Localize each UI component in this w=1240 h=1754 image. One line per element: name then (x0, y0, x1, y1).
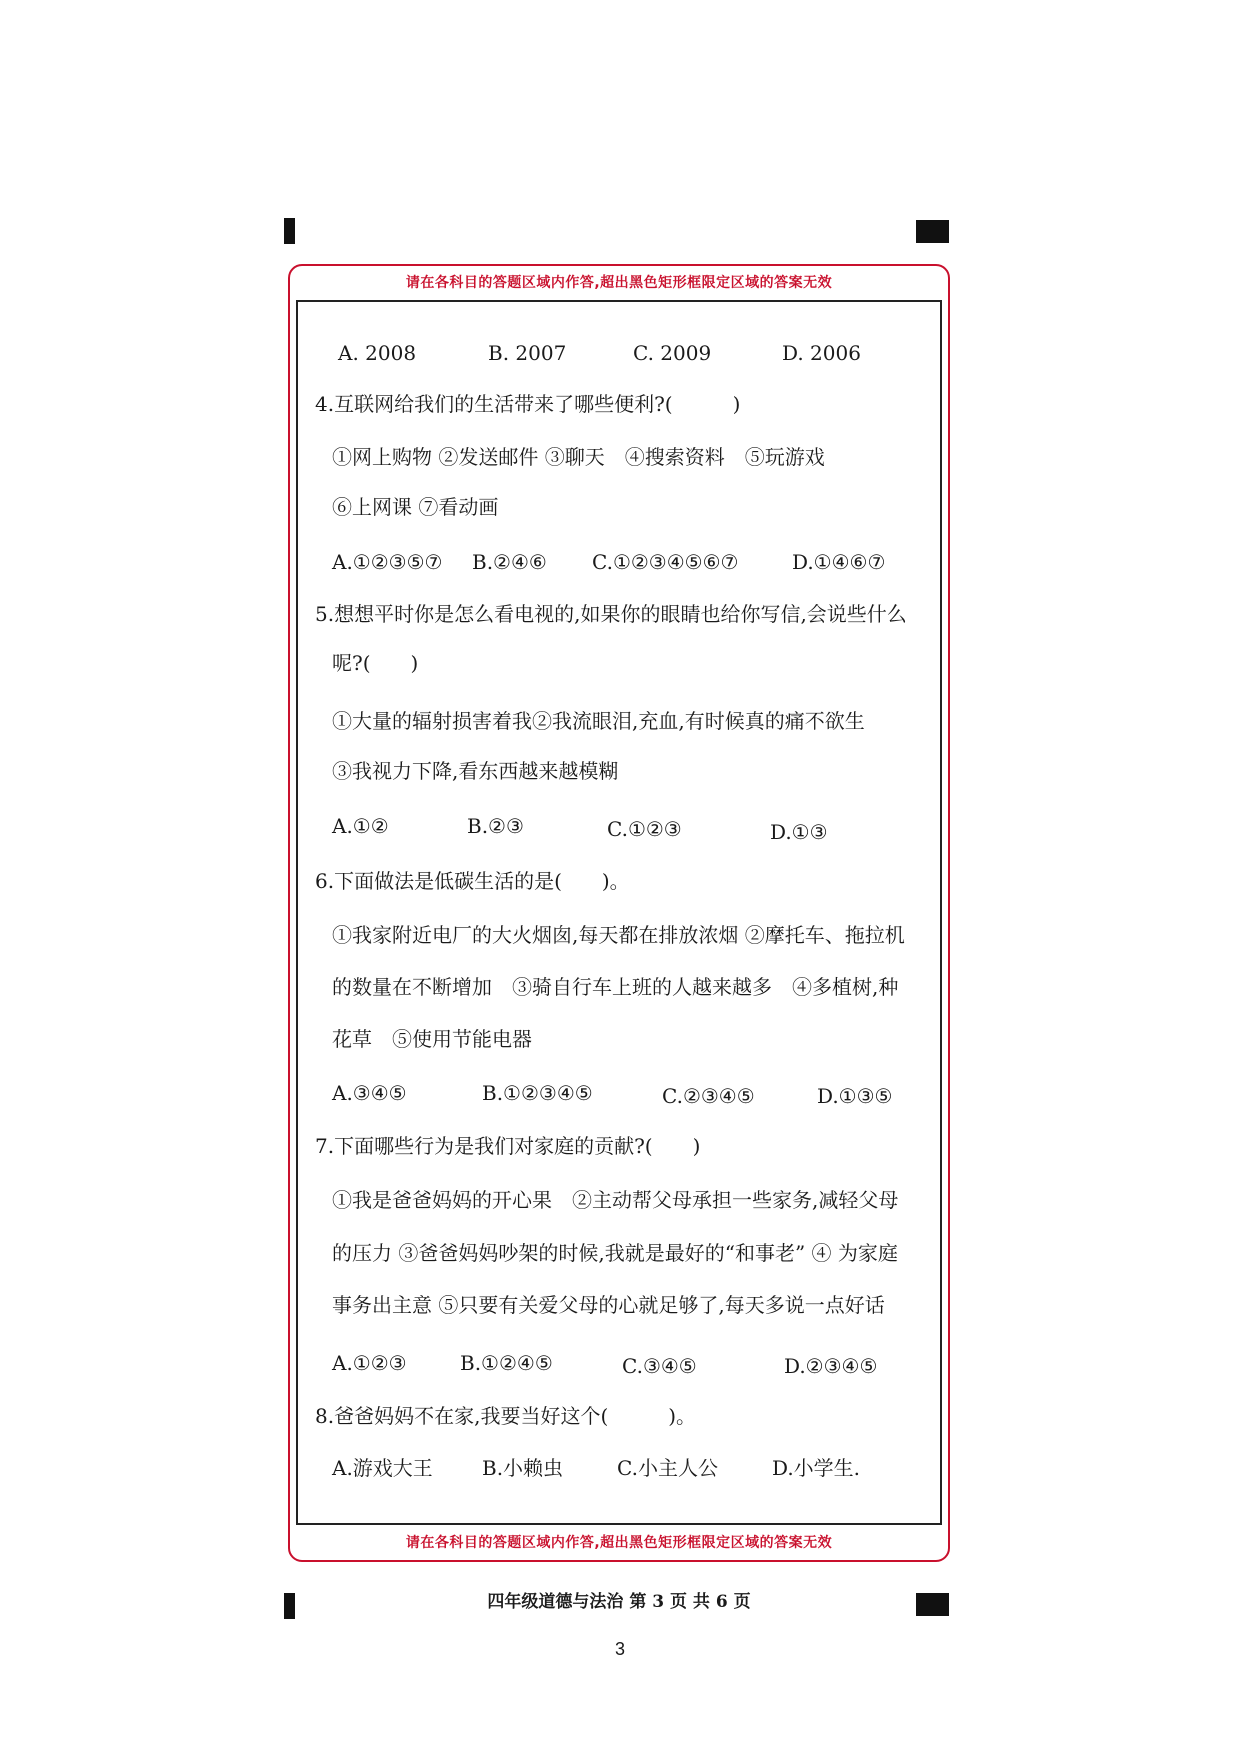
q6-option-d: D.①③⑤ (817, 1084, 893, 1108)
answer-area-inner-border (296, 300, 942, 1525)
registration-mark-top-right (916, 220, 949, 243)
q3-option-b: B. 2007 (488, 341, 567, 365)
q4-option-d: D.①④⑥⑦ (792, 550, 886, 574)
q6-option-a: A.③④⑤ (332, 1081, 407, 1105)
q6-items-line-2: 的数量在不断增加 ③骑自行车上班的人越来越多 ④多植树,种 (332, 975, 899, 999)
q7-items-line-3: 事务出主意 ⑤只要有关爱父母的心就足够了,每天多说一点好话 (332, 1293, 885, 1317)
q3-option-d: D. 2006 (782, 341, 861, 365)
page-number: 3 (614, 1639, 625, 1659)
q4-option-c: C.①②③④⑤⑥⑦ (592, 550, 739, 574)
q4-items-line-2: ⑥上网课 ⑦看动画 (332, 495, 499, 519)
q7-option-a: A.①②③ (332, 1351, 407, 1375)
q8-option-a: A.游戏大王 (332, 1456, 433, 1480)
q7-items-line-1: ①我是爸爸妈妈的开心果 ②主动帮父母承担一些家务,减轻父母 (332, 1188, 899, 1212)
q4-items-line-1: ①网上购物 ②发送邮件 ③聊天 ④搜索资料 ⑤玩游戏 (332, 445, 825, 469)
q6-option-b: B.①②③④⑤ (482, 1081, 593, 1105)
q8-stem: 8.爸爸妈妈不在家,我要当好这个( )。 (315, 1404, 697, 1428)
q5-option-c: C.①②③ (607, 817, 682, 841)
q6-items-line-3: 花草 ⑤使用节能电器 (332, 1027, 532, 1051)
registration-mark-top-left (284, 218, 295, 244)
q3-option-a: A. 2008 (338, 341, 417, 365)
q6-option-c: C.②③④⑤ (662, 1084, 755, 1108)
q8-option-d: D.小学生. (772, 1456, 861, 1480)
q5-stem-line-2: 呢?( ) (332, 651, 419, 675)
warning-top: 请在各科目的答题区域内作答,超出黑色矩形框限定区域的答案无效 (405, 275, 833, 291)
q7-items-line-2: 的压力 ③爸爸妈妈吵架的时候,我就是最好的“和事老” ④ 为家庭 (332, 1241, 898, 1265)
page-footer: 四年级道德与法治 第 3 页 共 6 页 (487, 1592, 751, 1612)
q4-option-b: B.②④⑥ (472, 550, 547, 574)
q5-option-a: A.①② (332, 814, 389, 838)
q4-option-a: A.①②③⑤⑦ (332, 550, 443, 574)
q5-items-line-2: ③我视力下降,看东西越来越模糊 (332, 759, 619, 783)
q6-items-line-1: ①我家附近电厂的大火烟囱,每天都在排放浓烟 ②摩托车、拖拉机 (332, 923, 905, 947)
q7-stem: 7.下面哪些行为是我们对家庭的贡献?( ) (315, 1134, 701, 1158)
q8-option-b: B.小赖虫 (482, 1456, 564, 1480)
q5-option-b: B.②③ (467, 814, 524, 838)
q6-stem: 6.下面做法是低碳生活的是( )。 (315, 869, 630, 893)
q5-stem-line-1: 5.想想平时你是怎么看电视的,如果你的眼睛也给你写信,会说些什么 (315, 602, 907, 626)
q5-items-line-1: ①大量的辐射损害着我②我流眼泪,充血,有时候真的痛不欲生 (332, 709, 865, 733)
q5-option-d: D.①③ (770, 820, 828, 844)
q4-stem: 4.互联网给我们的生活带来了哪些便利?( ) (315, 392, 741, 416)
q7-option-c: C.③④⑤ (622, 1354, 697, 1378)
q8-option-c: C.小主人公 (617, 1456, 718, 1480)
q7-option-d: D.②③④⑤ (784, 1354, 878, 1378)
warning-bottom: 请在各科目的答题区域内作答,超出黑色矩形框限定区域的答案无效 (405, 1535, 833, 1551)
q3-option-c: C. 2009 (633, 341, 712, 365)
q7-option-b: B.①②④⑤ (460, 1351, 553, 1375)
